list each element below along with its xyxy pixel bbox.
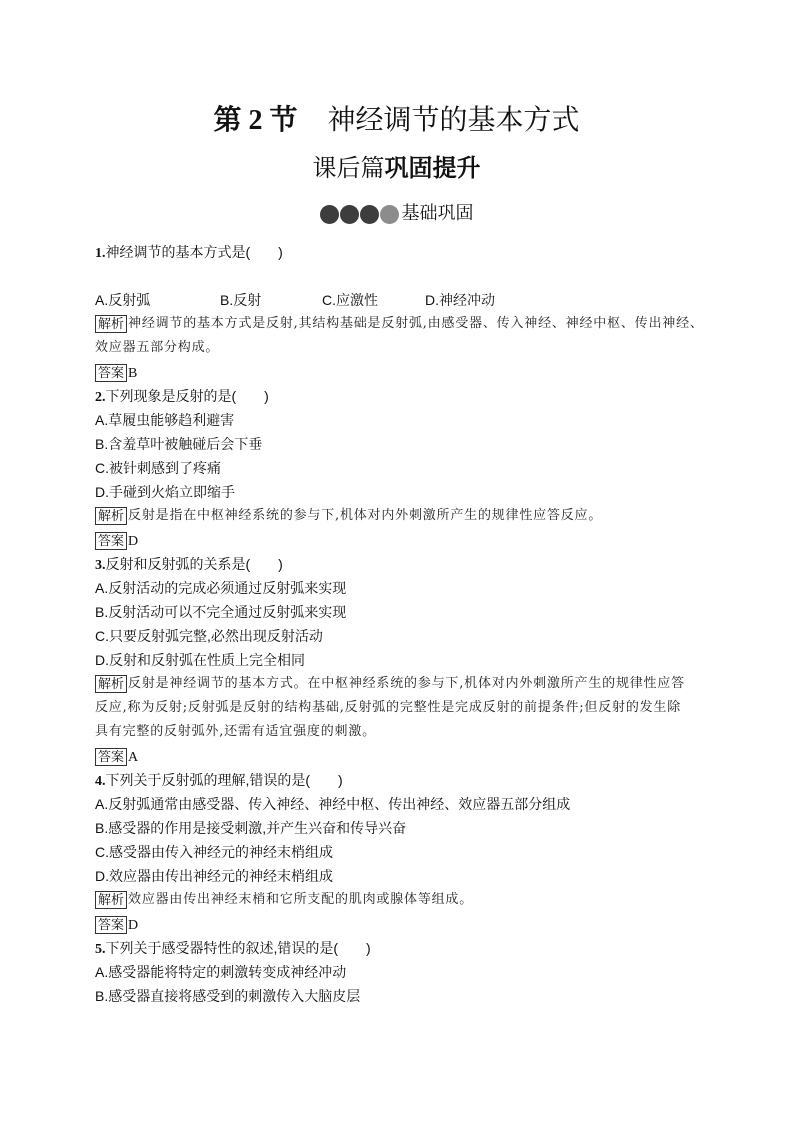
level-dot-icon — [360, 205, 379, 224]
option-a: A.感受器能将特定的刺激转变成神经冲动 — [95, 964, 347, 980]
answer-value: B — [128, 366, 138, 381]
analysis-line — [95, 504, 710, 528]
answer-value: D — [128, 918, 139, 933]
option-d: D.效应器由传出神经元的神经末梢组成 — [95, 868, 333, 884]
answer-line — [95, 912, 710, 936]
difficulty-level — [0, 202, 793, 226]
blank-line — [95, 264, 710, 288]
section-title: 神经调节的基本方式 — [327, 104, 580, 135]
subtitle — [0, 150, 793, 187]
question-text: 反射和反射弧的关系是( ) — [105, 556, 283, 572]
analysis-line — [95, 888, 710, 912]
option-c: C.只要反射弧完整,必然出现反射活动 — [95, 628, 323, 644]
analysis-text: 反应,称为反射;反射弧是反射的结构基础,反射弧的完整性是完成反射的前提条件;但反射的发生除 — [95, 700, 682, 715]
option-d: D.神经冲动 — [425, 292, 495, 308]
option-b: B.感受器直接将感受到的刺激传入大脑皮层 — [95, 988, 361, 1004]
question-4 — [95, 768, 710, 936]
section-number: 第 2 节 — [213, 105, 298, 136]
level-dot-icon — [320, 205, 339, 224]
option-c: C.被针刺感到了疼痛 — [95, 460, 221, 476]
analysis-tag: 解析 — [95, 315, 127, 333]
question-1 — [95, 240, 710, 384]
option-a: A.草履虫能够趋利避害 — [95, 412, 235, 428]
option-b: B.感受器的作用是接受刺激,并产生兴奋和传导兴奋 — [95, 820, 407, 836]
question-stem — [95, 240, 710, 264]
answer-tag: 答案 — [95, 364, 127, 382]
analysis-text: 反射是神经调节的基本方式。在中枢神经系统的参与下,机体对内外刺激所产生的规律性应答 — [128, 676, 685, 691]
answer-line — [95, 528, 710, 552]
question-stem — [95, 768, 710, 792]
answer-tag: 答案 — [95, 748, 127, 766]
question-stem — [95, 384, 710, 408]
option-b: B.含羞草叶被触碰后会下垂 — [95, 436, 263, 452]
question-text: 神经调节的基本方式是( ) — [105, 244, 283, 260]
analysis-line — [95, 696, 710, 720]
question-text: 下列现象是反射的是( ) — [105, 388, 269, 404]
level-label: 基础巩固 — [401, 203, 474, 224]
analysis-text: 神经调节的基本方式是反射,其结构基础是反射弧,由感受器、传入神经、神经中枢、传出神经、 — [128, 316, 704, 331]
question-3 — [95, 552, 710, 768]
question-stem — [95, 552, 710, 576]
analysis-text: 反射是指在中枢神经系统的参与下,机体对内外刺激所产生的规律性应答反应。 — [128, 508, 603, 523]
analysis-line — [95, 312, 710, 336]
question-text: 下列关于感受器特性的叙述,错误的是( ) — [105, 940, 371, 956]
answer-tag: 答案 — [95, 916, 127, 934]
option-a: A.反射弧 — [95, 292, 151, 308]
option-b: B.反射 — [220, 292, 262, 308]
page-title — [0, 100, 793, 141]
question-5 — [95, 936, 710, 1008]
answer-tag: 答案 — [95, 532, 127, 550]
analysis-text: 效应器五部分构成。 — [95, 340, 220, 355]
subtitle-emphasis: 巩固提升 — [384, 155, 481, 182]
question-list — [95, 240, 710, 1008]
question-2 — [95, 384, 710, 552]
option-d: D.手碰到火焰立即缩手 — [95, 484, 235, 500]
answer-line — [95, 744, 710, 768]
subtitle-prefix: 课后篇 — [312, 154, 385, 182]
level-dot-icon — [380, 205, 399, 224]
question-number: 1. — [95, 246, 106, 261]
option-d: D.反射和反射弧在性质上完全相同 — [95, 652, 305, 668]
option-a: A.反射活动的完成必须通过反射弧来实现 — [95, 580, 347, 596]
analysis-line — [95, 720, 710, 744]
analysis-tag: 解析 — [95, 891, 127, 909]
option-b: B.反射活动可以不完全通过反射弧来实现 — [95, 604, 347, 620]
analysis-line — [95, 336, 710, 360]
question-number: 4. — [95, 774, 106, 789]
analysis-tag: 解析 — [95, 507, 127, 525]
analysis-tag: 解析 — [95, 675, 127, 693]
analysis-text: 具有完整的反射弧外,还需有适宜强度的刺激。 — [95, 724, 376, 739]
analysis-text: 效应器由传出神经末梢和它所支配的肌肉或腺体等组成。 — [128, 892, 474, 907]
option-c: C.应激性 — [322, 292, 378, 308]
question-text: 下列关于反射弧的理解,错误的是( ) — [105, 772, 343, 788]
question-stem — [95, 936, 710, 960]
answer-line — [95, 360, 710, 384]
answer-value: A — [128, 750, 139, 765]
option-c: C.感受器由传入神经元的神经末梢组成 — [95, 844, 333, 860]
question-number: 2. — [95, 390, 106, 405]
level-dot-icon — [340, 205, 359, 224]
analysis-line — [95, 672, 710, 696]
question-number: 3. — [95, 558, 106, 573]
answer-value: D — [128, 534, 139, 549]
options-row — [95, 288, 710, 312]
question-number: 5. — [95, 942, 106, 957]
option-a: A.反射弧通常由感受器、传入神经、神经中枢、传出神经、效应器五部分组成 — [95, 796, 571, 812]
